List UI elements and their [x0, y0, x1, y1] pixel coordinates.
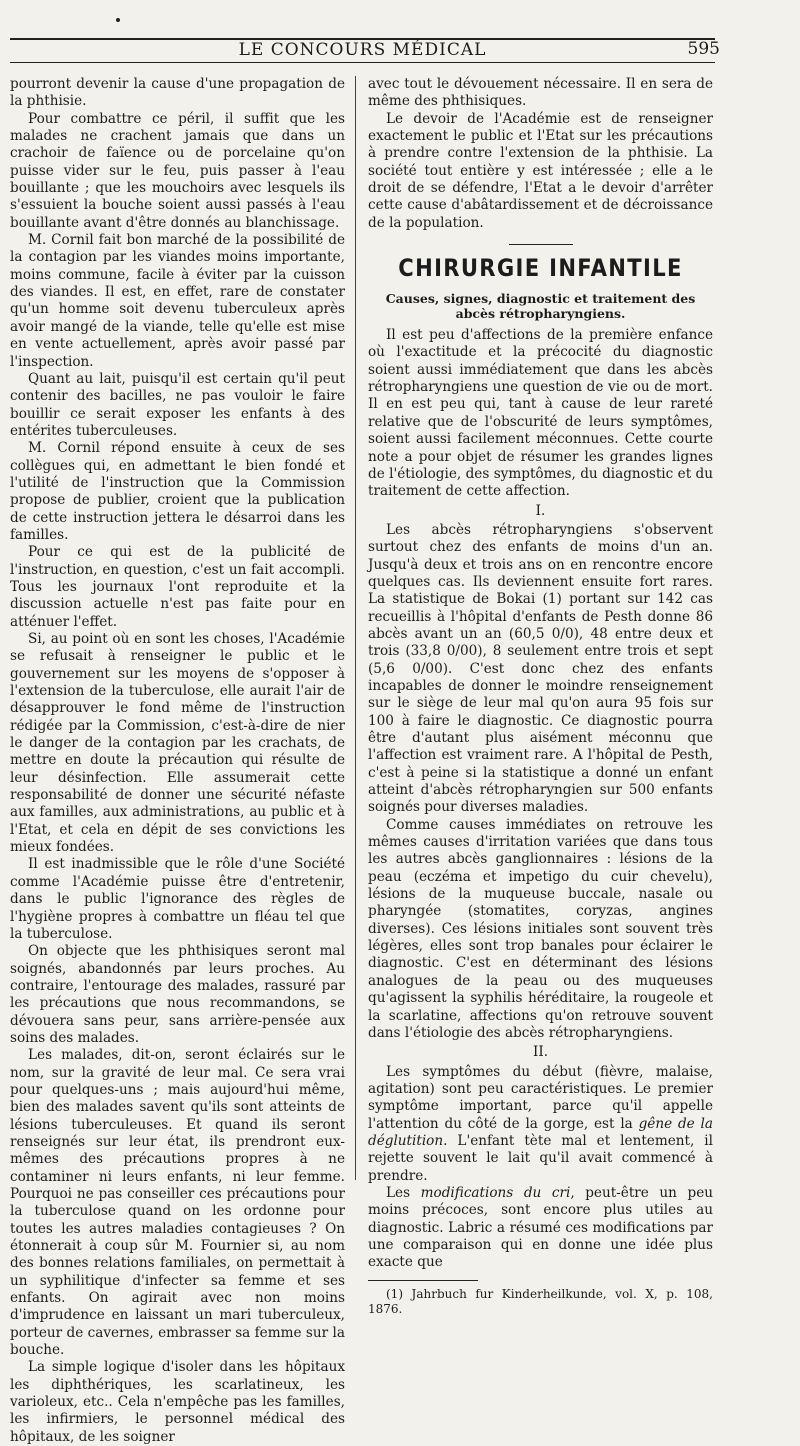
- paragraph: M. Cornil répond ensuite à ceux de ses collègues qui, en admettant le bien fondé et l'utilité de l'instruction que la Commission propose de publier, croient que la publication de cette instruction jettera le désarroi dans les familles.: [10, 440, 345, 543]
- header-bottom-rule: [10, 62, 715, 63]
- italic-term: gêne de la déglutition: [368, 1115, 713, 1149]
- column-divider: [355, 76, 356, 1180]
- paragraph: La simple logique d'isoler dans les hôpitaux les diphthériques, les scarlatineux, les varioleux, etc.. Cela n'empêche pas les familles, les infirmiers, le personnel médical des hôpitaux, de les soigner: [10, 1359, 345, 1445]
- italic-term: modifications du cri: [420, 1184, 571, 1201]
- paragraph: pourront devenir la cause d'une propagation de la phthisie.: [10, 76, 345, 110]
- paragraph: Le devoir de l'Académie est de renseigner exactement le public et l'Etat sur les précautions à prendre contre l'extension de la phthisie. La société tout entière y est intéressée ; elle a le droit de se défendre, l'Etat a le devoir d'arrêter cette cause d'abâtardissement et de décroissance de la population.: [368, 110, 713, 231]
- paragraph: M. Cornil fait bon marché de la possibilité de la contagion par les viandes moins importante, moins commune, facile à éviter par la cuisson des viandes. Il est, en effet, rare de constater qu'un homme soit devenu tuberculeux après avoir mangé de la viande, telle qu'elle est mise en vente actuellement, après avoir passé par l'inspection.: [10, 232, 345, 370]
- journal-title: LE CONCOURS MÉDICAL: [238, 40, 487, 60]
- paragraph: Quant au lait, puisqu'il est certain qu'il peut contenir des bacilles, ne pas vouloir le faire bouillir ce serait exposer les enfants à des entérites tuberculeuses.: [10, 370, 345, 439]
- page-header: [10, 30, 720, 64]
- paragraph: On objecte que les phthisiques seront mal soignés, abandonnés par leurs proches. Au contraire, l'entourage des malades, rassuré par les précautions que nous recommandons, se dévouera sans peur, sans arrière-pensée aux soins des malades.: [10, 943, 345, 1046]
- text-run: . L'enfant tète mal et lentement, il rejette souvent le lait qu'il avait commencé à prendre.: [368, 1132, 713, 1184]
- paragraph: Il est peu d'affections de la première enfance où l'exactitude et la précocité du diagnostic soient aussi immédiatement que dans les abcès rétropharyngiens une question de vie ou de mort. Il en est peu qui, tant à cause de leur rareté relative que de l'obscurité de leurs symptômes, soient aussi facilement méconnues. Cette courte note a pour objet de résumer les grandes lignes de l'étiologie, des symptômes, du diagnostic et du traitement de cette affection.: [368, 327, 713, 500]
- paragraph: Pour combattre ce péril, il suffit que les malades ne crachent jamais que dans un crachoir de faïence ou de porcelaine qu'on puisse vider sur le feu, puis passer à l'eau bouillante ; que les mouchoirs avec lesquels ils s'essuient la bouche soient aussi passés à l'eau bouillante avant d'être donnés au blanchissage.: [10, 110, 345, 231]
- paragraph: Les malades, dit-on, seront éclairés sur le nom, sur la gravité de leur mal. Ce sera vrai pour quelques-uns ; mais aujourd'hui même, bien des malades savent qu'ils sont atteints de lésions tuberculeuses. Et quand ils seront renseignés sur leur état, ils prendront eux-mêmes des précautions propres à ne contaminer ni leurs enfants, ni leur femme. Pourquoi ne pas conseiller ces précautions pour la tuberculose quand on les ordonne pour toutes les autres maladies contagieuses ? On étonnerait à coup sûr M. Fournier si, au nom des bonnes relations familiales, on permettait à un syphilitique d'infecter sa femme et ses enfants. On agirait avec non moins d'imprudence en laissant un mari tuberculeux, porteur de cavernes, embrasser sa femme sur la bouche.: [10, 1047, 345, 1359]
- paragraph: [368, 1064, 713, 1185]
- section-subtitle: Causes, signes, diagnostic et traitement des abcès rétropharyngiens.: [385, 291, 696, 322]
- paragraph: Pour ce qui est de la publicité de l'instruction, en question, c'est un fait accompli. Tous les journaux l'ont reproduite et la discussion actuelle n'est pas faite pour en atténuer l'effet.: [10, 544, 345, 630]
- ink-speck: [116, 18, 120, 22]
- text-run: , peut-être un peu moins précoces, sont encore plus utiles au diagnostic. Labric a résumé ces modifications par une comparaison qui en donne une idée plus exacte que: [368, 1184, 713, 1271]
- part-heading-2: II.: [532, 1044, 549, 1061]
- paragraph: avec tout le dévouement nécessaire. Il en sera de même des phthisiques.: [368, 76, 713, 110]
- part-heading-1: I.: [535, 502, 546, 519]
- text-run: Les: [386, 1184, 421, 1201]
- paragraph: [368, 1185, 713, 1272]
- section-title: CHIRURGIE INFANTILE: [398, 254, 683, 283]
- section-separator: [509, 244, 573, 245]
- footnote: (1) Jahrbuch fur Kinderheilkunde, vol. X, p. 108, 1876.: [368, 1286, 713, 1316]
- paragraph: Si, au point où en sont les choses, l'Académie se refusait à renseigner le public et le gouvernement sur les moyens de s'opposer à l'extension de la tuberculose, elle aurait l'air de désapprouver le fond même de l'instruction rédigée par la Commission, c'est-à-dire de nier le danger de la contagion par les crachats, de mettre en doute la précaution qui résulte de leur désinfection. Elle assumerait cette responsabilité de donner une sécurité néfaste aux familles, aux administrations, au public et à l'Etat, et cela en dépit de ses convictions les mieux fondées.: [10, 631, 345, 856]
- paragraph: Il est inadmissible que le rôle d'une Société comme l'Académie puisse être d'entretenir, dans le public l'ignorance des règles de l'hygiène propres à combattre un fléau tel que la tuberculose.: [10, 856, 345, 942]
- paragraph: Les abcès rétropharyngiens s'observent surtout chez des enfants de moins d'un an. Jusqu'à deux et trois ans on en rencontre encore quelques cas. Ils deviennent ensuite fort rares. La statistique de Bokai (1) portant sur 142 cas recueillis à l'hôpital d'enfants de Pesth donne 86 abcès avant un an (60,5 0/0), 48 entre deux et trois (33,8 0/00), 8 seulement entre trois et sept (5,6 0/00). C'est donc chez des enfants incapables de donner le moindre renseignement sur le siège de leur mal qu'on aura 95 fois sur 100 à faire le diagnostic. Ce diagnostic pourra être d'autant plus aisément méconnu que l'affection est vraiment rare. A l'hôpital de Pesth, c'est à peine si la statistique a donné un enfant atteint d'abcès rétropharyngien sur 500 enfants soignés pour diverses maladies.: [368, 521, 713, 816]
- paragraph: Comme causes immédiates on retrouve les mêmes causes d'irritation variées que dans tous les autres abcès ganglionnaires : lésions de la peau (eczéma et impetigo du cuir chevelu), lésions de la muqueuse buccale, nasale ou pharyngée (stomatites, coryzas, angines diverses). Ces lésions initiales sont souvent très légères, elles sont trop banales pour éclairer le diagnostic. C'est en déterminant des lésions analogues de la peau ou des muqueuses qu'agissent la syphilis héréditaire, la rougeole et la scarlatine, affections qu'on retrouve souvent dans l'étiologie des abcès rétropharyngiens.: [368, 816, 713, 1041]
- page-number: 595: [687, 39, 720, 59]
- right-column: [368, 76, 713, 1317]
- footnote-rule: [368, 1280, 478, 1281]
- text-run: Les symptômes du début (fièvre, malaise, agitation) sont peu caractéristiques. Le premier symptôme important, parce qu'il appelle l'attention du côté de la gorge, est la: [368, 1063, 713, 1132]
- left-column: [10, 76, 345, 1446]
